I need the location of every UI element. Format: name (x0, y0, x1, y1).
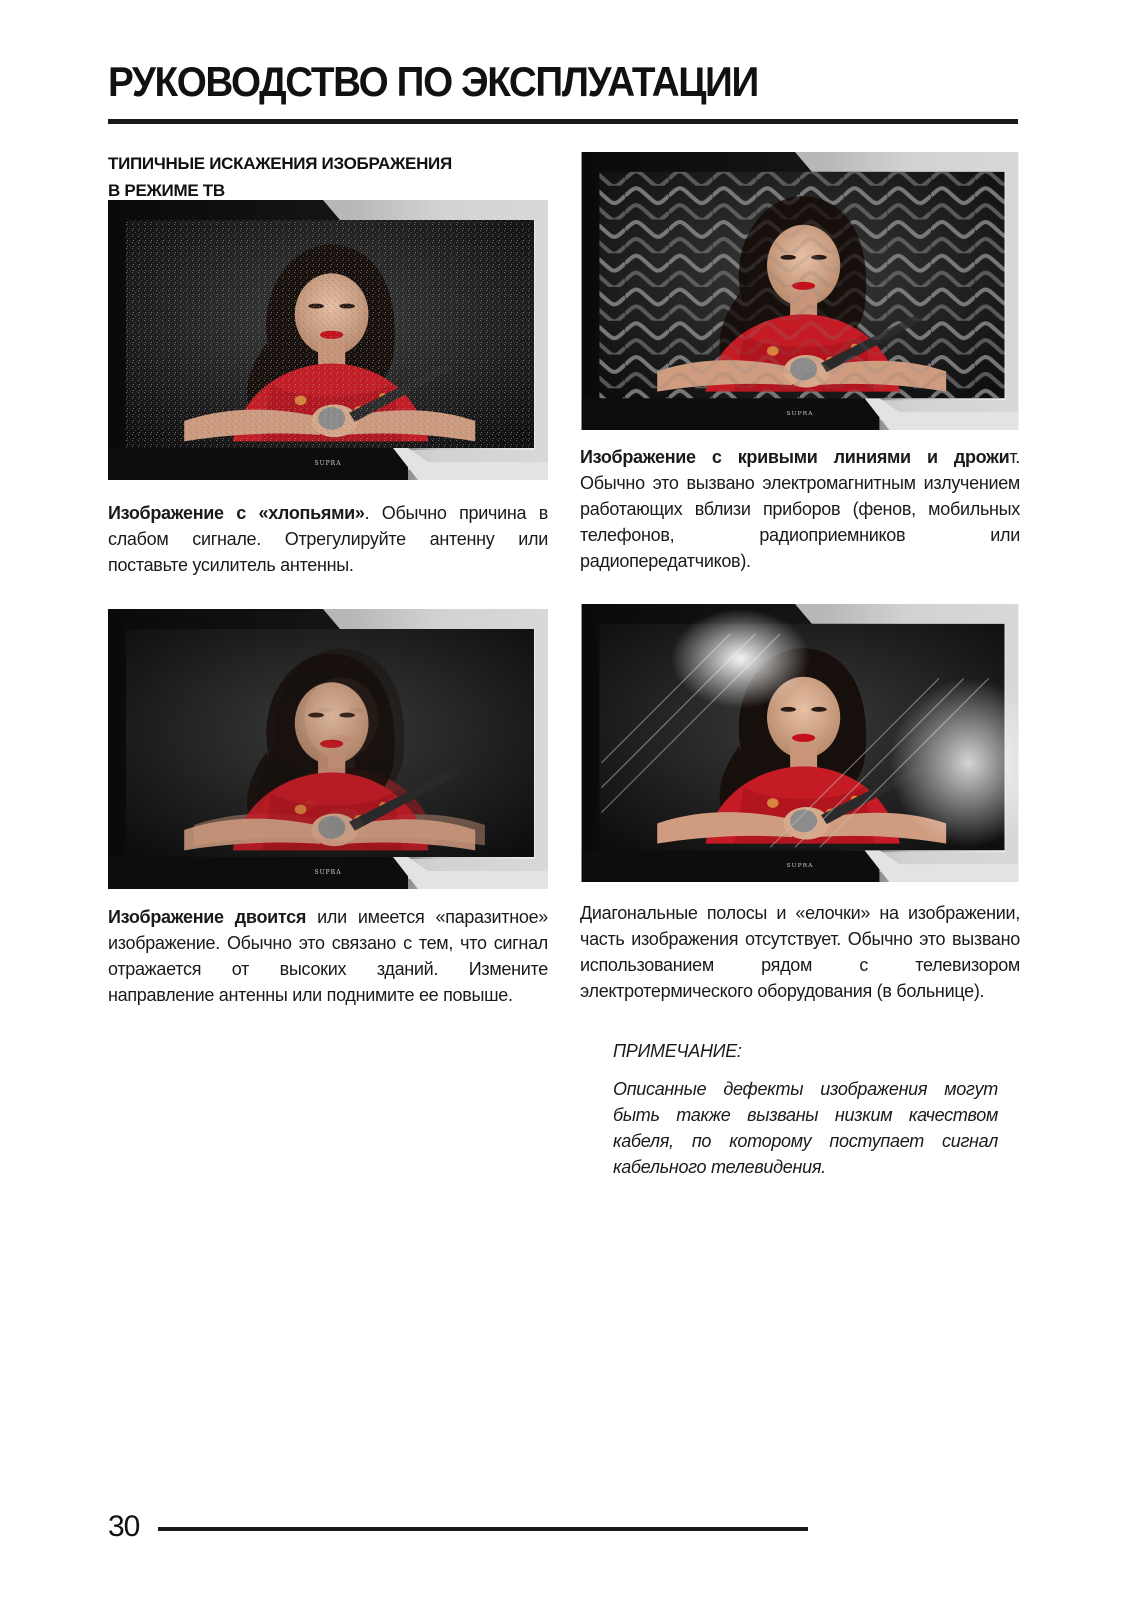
tv-ghost-distortion (108, 608, 548, 890)
page-number: 30 (108, 1510, 140, 1543)
note-title: ПРИМЕЧАНИЕ: (613, 1041, 742, 1061)
tv-snow-distortion (108, 200, 548, 480)
footer-divider (158, 1527, 808, 1531)
tv-diagonal-image (580, 604, 1020, 882)
caption-ghost (108, 904, 548, 1008)
caption-wavy-bold: Изображение с кривыми линиями и дрожи (580, 447, 1010, 467)
caption-wavy-text: т. Обычно это вызвано электромагнитным излучением работающих вблизи приборов (фенов, мобильных телефонов, радиоприемников или радиопередатчиков). (580, 447, 1020, 571)
tv-brand-label: SUPRA (786, 862, 814, 870)
tv-wavy-image (580, 152, 1020, 430)
note-block (613, 1038, 998, 1180)
caption-diagonal-text: Диагональные полосы и «елочки» на изображении, часть изображения отсутствует. Обычно это вызвано использованием рядом с телевизором электротермического оборудования (в больнице). (580, 903, 1020, 1001)
tv-wavy-distortion (580, 152, 1020, 430)
tv-diagonal-distortion (580, 604, 1020, 882)
tv-ghost-image (108, 608, 548, 890)
section-heading: ТИПИЧНЫЕ ИСКАЖЕНИЯ ИЗОБРАЖЕНИЯ В РЕЖИМЕ ТВ (108, 154, 452, 200)
title-divider (108, 119, 1018, 124)
tv-brand-label: SUPRA (314, 460, 342, 467)
caption-ghost-text: или имеется «паразитное» изображение. Обычно это связано с тем, что сигнал отражается от высоких зданий. Измените направление антенны или поднимите ее повыше. (108, 907, 548, 1005)
page-title: РУКОВОДСТВО ПО ЭКСПЛУАТАЦИИ (108, 58, 758, 105)
tv-brand-label: SUPRA (314, 869, 342, 876)
tv-brand-label: SUPRA (786, 410, 814, 418)
tv-snow-image (108, 200, 548, 480)
note-text: Описанные дефекты изображения могут быть также вызваны низким качеством кабеля, по которому поступает сигнал кабельного телевидения. (613, 1079, 998, 1177)
caption-snow-text: . Обычно причина в слабом сигнале. Отрегулируйте антенну или поставьте усилитель антенны. (108, 503, 548, 575)
caption-diagonal (580, 900, 1020, 1004)
caption-snow (108, 500, 548, 578)
caption-wavy (580, 444, 1020, 574)
caption-ghost-bold: Изображение двоится (108, 907, 307, 927)
caption-snow-bold: Изображение с «хлопьями» (108, 503, 365, 523)
